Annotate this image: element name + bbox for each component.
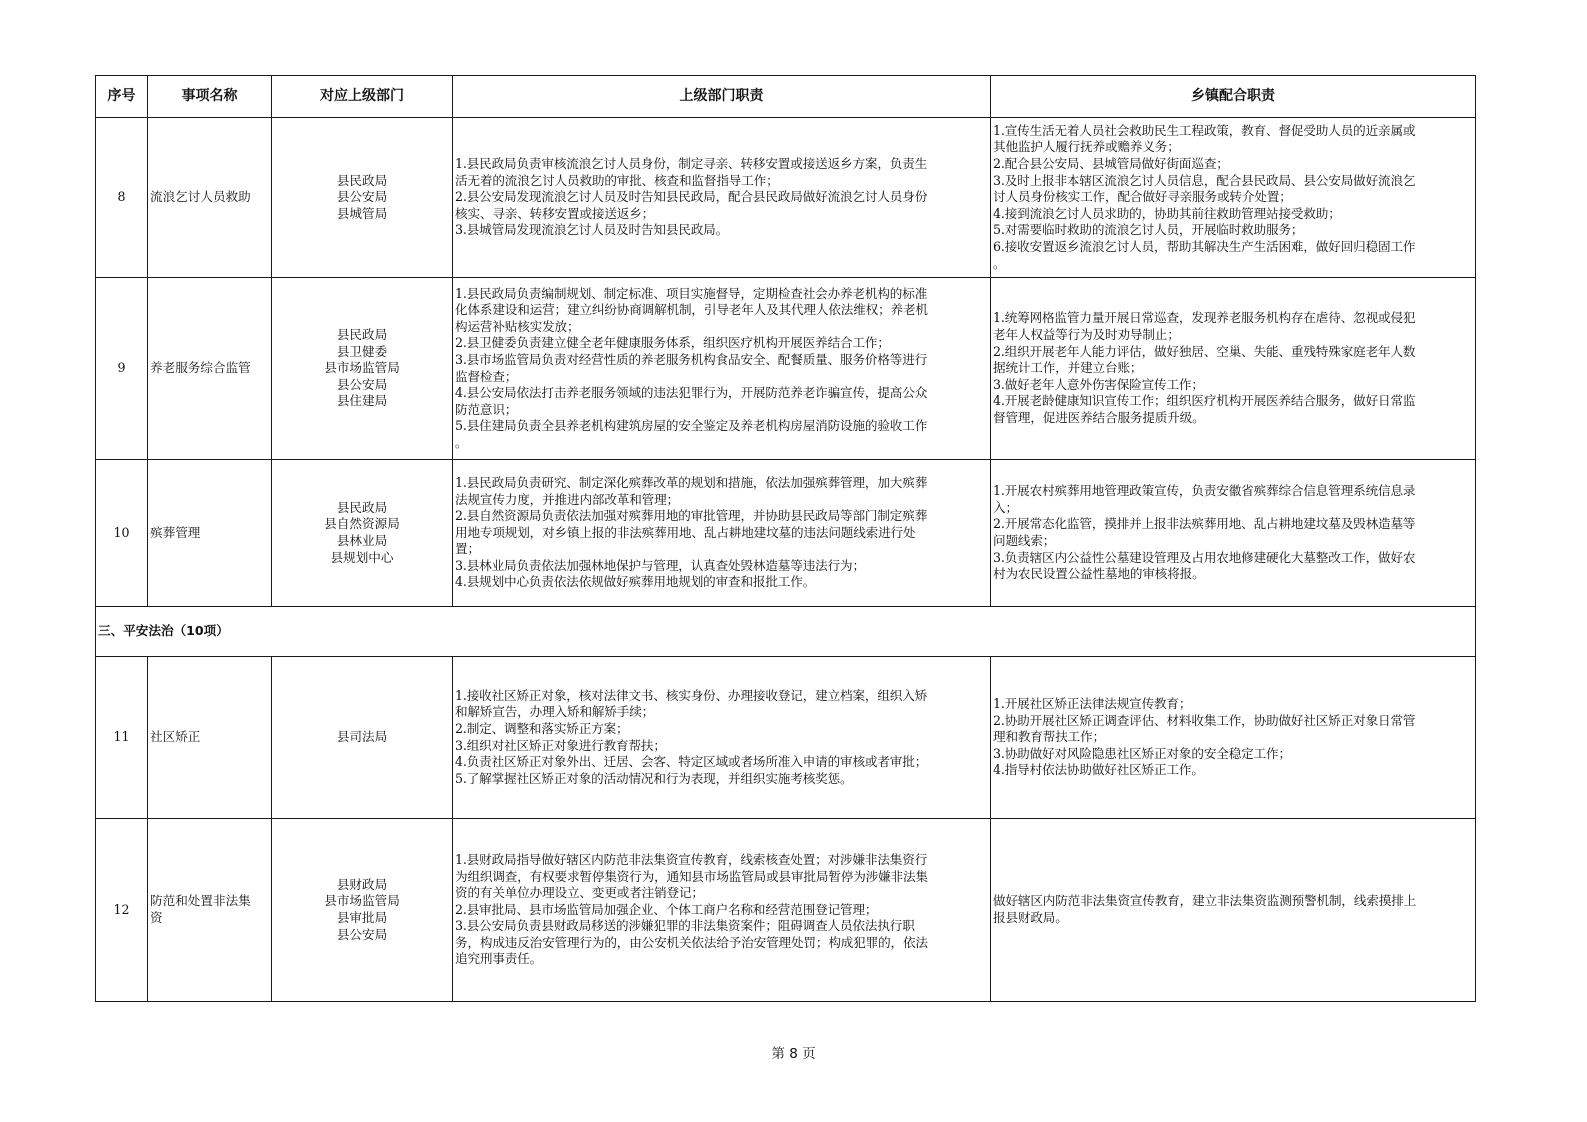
duty-line: 3.县林业局负责依法加强林地保护与管理，认真查处毁林造墓等违法行为；: [455, 557, 865, 573]
duty-line: 2.协助开展社区矫正调查评估、材料收集工作，协助做好社区矫正对象日常管: [993, 712, 1416, 728]
item-name-line: 防范和处置非法集: [150, 893, 251, 909]
dept-name: 县卫健委: [336, 343, 388, 359]
duty-line: 追究刑事责任。: [455, 951, 543, 967]
dept-name: 县财政局: [336, 876, 388, 892]
header-superior-dept: 对应上级部门: [272, 76, 453, 118]
duty-line: 1.开展社区矫正法律法规宣传教育；: [993, 696, 1192, 712]
duty-line: 6.接收安置返乡流浪乞讨人员，帮助其解决生产生活困难，做好回归稳固工作: [993, 238, 1416, 254]
dept-name: 县公安局: [336, 189, 388, 205]
duty-line: 报县财政局。: [993, 910, 1068, 925]
item-name: 社区矫正: [148, 657, 272, 819]
dept-name: 县规划中心: [330, 549, 394, 565]
row-number: 12: [96, 819, 148, 1002]
superior-duty-cell: [453, 819, 991, 1002]
duty-line: 活无着的流浪乞讨人员救助的审批、核查和监督指导工作；: [455, 172, 779, 188]
dept-name: 县公安局: [336, 926, 388, 942]
duty-line: 1.接收社区矫正对象，核对法律文书、核实身份、办理接收登记，建立档案，组织入矫: [455, 687, 928, 703]
dept-list: [272, 657, 453, 819]
duty-line: 2.县自然资源局负责依法加强对殡葬用地的审批管理，并协助县民政局等部门制定殡葬: [455, 508, 928, 524]
duty-line: 1.县民政局负责审核流浪乞讨人员身份，制定寻亲、转移安置或接送返乡方案，负责生: [455, 156, 928, 172]
duty-line: 。: [993, 255, 1006, 271]
duty-line: 防范意识；: [455, 401, 518, 417]
town-duty-cell: [991, 819, 1476, 1002]
duty-line: 问题线索；: [993, 533, 1056, 548]
duty-line: 。: [455, 434, 468, 450]
town-duty-cell: [991, 278, 1476, 460]
duty-line: 其他监护人履行抚养或赡养义务；: [993, 139, 1180, 155]
header-superior-duty: 上级部门职责: [453, 76, 991, 118]
dept-name: 县自然资源局: [324, 516, 400, 532]
duty-line: 置；: [455, 541, 480, 557]
duty-line: 入；: [993, 499, 1018, 515]
header-no: 序号: [96, 76, 148, 118]
dept-list: [272, 460, 453, 607]
item-name: 养老服务综合监管: [148, 278, 272, 460]
responsibility-table: [95, 75, 1476, 1002]
dept-name: 县审批局: [336, 910, 388, 925]
duty-line: 务，构成违反治安管理行为的，由公安机关依法给予治安管理处罚；构成犯罪的，依法: [455, 934, 928, 950]
duty-line: 5.县住建局负责全县养老机构建筑房屋的安全鉴定及养老机构房屋消防设施的验收工作: [455, 418, 928, 434]
header-item-name: 事项名称: [148, 76, 272, 118]
duty-line: 3.及时上报非本辖区流浪乞讨人员信息，配合县民政局、县公安局做好流浪乞: [993, 172, 1416, 188]
duty-line: 3.协助做好对风险隐患社区矫正对象的安全稳定工作；: [993, 745, 1291, 761]
duty-line: 2.县公安局发现流浪乞讨人员及时告知县民政局，配合县民政局做好流浪乞讨人员身份: [455, 189, 928, 205]
duty-line: 2.县审批局、县市场监管局加强企业、个体工商户名称和经营范围登记管理；: [455, 901, 878, 917]
duty-line: 资的有关单位办理设立、变更或者注销登记；: [455, 885, 704, 901]
duty-line: 2.配合县公安局、县城管局做好街面巡查；: [993, 156, 1229, 172]
table-row: [96, 819, 1476, 1002]
duty-line: 督管理，促进医养结合服务提质升级。: [993, 409, 1205, 425]
header-town-duty: 乡镇配合职责: [991, 76, 1476, 118]
duty-line: 为组织调查，有权要求暂停集资行为，通知县市场监管局或县审批局暂停为涉嫌非法集: [455, 868, 928, 884]
dept-name: 县城管局: [336, 205, 388, 221]
row-number: 9: [96, 278, 148, 460]
duty-line: 化体系建设和运营；建立纠纷协商调解机制，引导老年人及其代理人依法维权；养老机: [455, 302, 928, 318]
duty-line: 据统计工作，并建立台账；: [993, 360, 1143, 376]
duty-line: 1.县民政局负责研究、制定深化殡葬改革的规划和措施，依法加强殡葬管理，加大殡葬: [455, 474, 928, 490]
item-name: [148, 819, 272, 1002]
header-row: [96, 76, 1476, 118]
duty-line: 理和教育帮扶工作；: [993, 729, 1105, 745]
duty-line: 1.开展农村殡葬用地管理政策宣传，负责安徽省殡葬综合信息管理系统信息录: [993, 483, 1416, 499]
duty-line: 4.接到流浪乞讨人员求助的，协助其前往救助管理站接受救助；: [993, 205, 1341, 221]
dept-name: 县民政局: [336, 327, 388, 343]
duty-line: 4.县规划中心负责依法依规做好殡葬用地规划的审查和报批工作。: [455, 574, 816, 590]
superior-duty-cell: [453, 118, 991, 278]
item-name-line: 资: [150, 910, 163, 925]
town-duty-cell: [991, 460, 1476, 607]
duty-line: 3.县公安局负责县财政局移送的涉嫌犯罪的非法集资案件；阻碍调查人员依法执行职: [455, 918, 915, 934]
duty-line: 2.组织开展老年人能力评估，做好独居、空巢、失能、重残特殊家庭老年人数: [993, 343, 1416, 359]
duty-line: 1.县财政局指导做好辖区内防范非法集资宣传教育，线索核查处置；对涉嫌非法集资行: [455, 851, 928, 867]
duty-line: 村为农民设置公益性墓地的审核将报。: [993, 566, 1205, 582]
duty-line: 老年人权益等行为及时劝导制止；: [993, 327, 1180, 343]
duty-line: 4.负责社区矫正对象外出、迁居、会客、特定区域或者场所准入申请的审核或者审批；: [455, 754, 928, 770]
dept-name: 县公安局: [336, 376, 388, 392]
duty-line: 3.组织对社区矫正对象进行教育帮扶；: [455, 737, 666, 753]
duty-line: 5.对需要临时救助的流浪乞讨人员，开展临时救助服务；: [993, 222, 1304, 238]
duty-line: 构运营补贴核实发放；: [455, 318, 580, 334]
duty-line: 法规宣传力度，并推进内部改革和管理；: [455, 491, 679, 507]
duty-line: 1.宣传生活无着人员社会救助民生工程政策，教育、督促受助人员的近亲属或: [993, 122, 1416, 138]
duty-line: 监督检查；: [455, 368, 518, 384]
row-number: 8: [96, 118, 148, 278]
duty-line: 做好辖区内防范非法集资宣传教育，建立非法集资监测预警机制，线索摸排上: [993, 893, 1417, 909]
dept-name: 县民政局: [336, 499, 388, 515]
duty-line: 1.县民政局负责编制规划、制定标准、项目实施督导，定期检查社会办养老机构的标准: [455, 285, 928, 301]
duty-line: 和解矫宣告，办理入矫和解矫手续；: [455, 704, 655, 720]
town-duty-cell: [991, 118, 1476, 278]
duty-line: 2.制定、调整和落实矫正方案；: [455, 720, 629, 736]
row-number: 11: [96, 657, 148, 819]
duty-line: 1.统筹网格监管力量开展日常巡查，发现养老服务机构存在虐待、忽视或侵犯: [993, 310, 1416, 326]
superior-duty-cell: [453, 657, 991, 819]
duty-line: 2.县卫健委负责建立健全老年健康服务体系，组织医疗机构开展医养结合工作；: [455, 335, 890, 351]
dept-name: 县民政局: [336, 172, 388, 188]
duty-line: 4.县公安局依法打击养老服务领域的违法犯罪行为，开展防范养老诈骗宣传，提高公众: [455, 385, 928, 401]
town-duty-cell: [991, 657, 1476, 819]
duty-line: 3.县城管局发现流浪乞讨人员及时告知县民政局。: [455, 222, 729, 238]
dept-list: [272, 118, 453, 278]
duty-line: 核实、寻亲、转移安置或接送返乡；: [455, 205, 655, 221]
superior-duty-cell: [453, 460, 991, 607]
duty-line: 3.做好老年人意外伤害保险宣传工作；: [993, 376, 1204, 392]
dept-name: 县住建局: [336, 393, 388, 409]
superior-duty-cell: [453, 278, 991, 460]
table-row: [96, 657, 1476, 819]
duty-line: 用地专项规划，对乡镇上报的非法殡葬用地、乱占耕地建坟墓的违法问题线索进行处: [455, 524, 916, 540]
dept-name: 县司法局: [336, 729, 388, 745]
page-number: 第 8 页: [771, 1046, 816, 1062]
dept-list: [272, 819, 453, 1002]
table-row: [96, 118, 1476, 278]
row-number: 10: [96, 460, 148, 607]
duty-line: 4.指导村依法协助做好社区矫正工作。: [993, 762, 1204, 778]
duty-line: 2.开展常态化监管，摸排并上报非法殡葬用地、乱占耕地建坟墓及毁林造墓等: [993, 516, 1416, 532]
duty-line: 3.县市场监管局负责对经营性质的养老服务机构食品安全、配餐质量、服务价格等进行: [455, 351, 928, 367]
item-name: 流浪乞讨人员救助: [148, 118, 272, 278]
duty-line: 3.负责辖区内公益性公墓建设管理及占用农地修建硬化大墓整改工作，做好农: [993, 549, 1416, 565]
section-row: [96, 607, 1476, 657]
table-row: [96, 460, 1476, 607]
dept-name: 县林业局: [336, 533, 388, 548]
section-title: 三、平安法治（10项）: [96, 607, 1476, 657]
dept-list: [272, 278, 453, 460]
dept-name: 县市场监管局: [324, 893, 400, 909]
duty-line: 讨人员身份核实工作，配合做好寻亲服务或转介处置；: [993, 189, 1292, 205]
duty-line: 5.了解掌握社区矫正对象的活动情况和行为表现，并组织实施考核奖惩。: [455, 770, 853, 786]
table-row: [96, 278, 1476, 460]
dept-name: 县市场监管局: [324, 360, 400, 376]
duty-line: 4.开展老龄健康知识宣传工作；组织医疗机构开展医养结合服务，做好日常监: [993, 393, 1416, 409]
item-name: 殡葬管理: [148, 460, 272, 607]
